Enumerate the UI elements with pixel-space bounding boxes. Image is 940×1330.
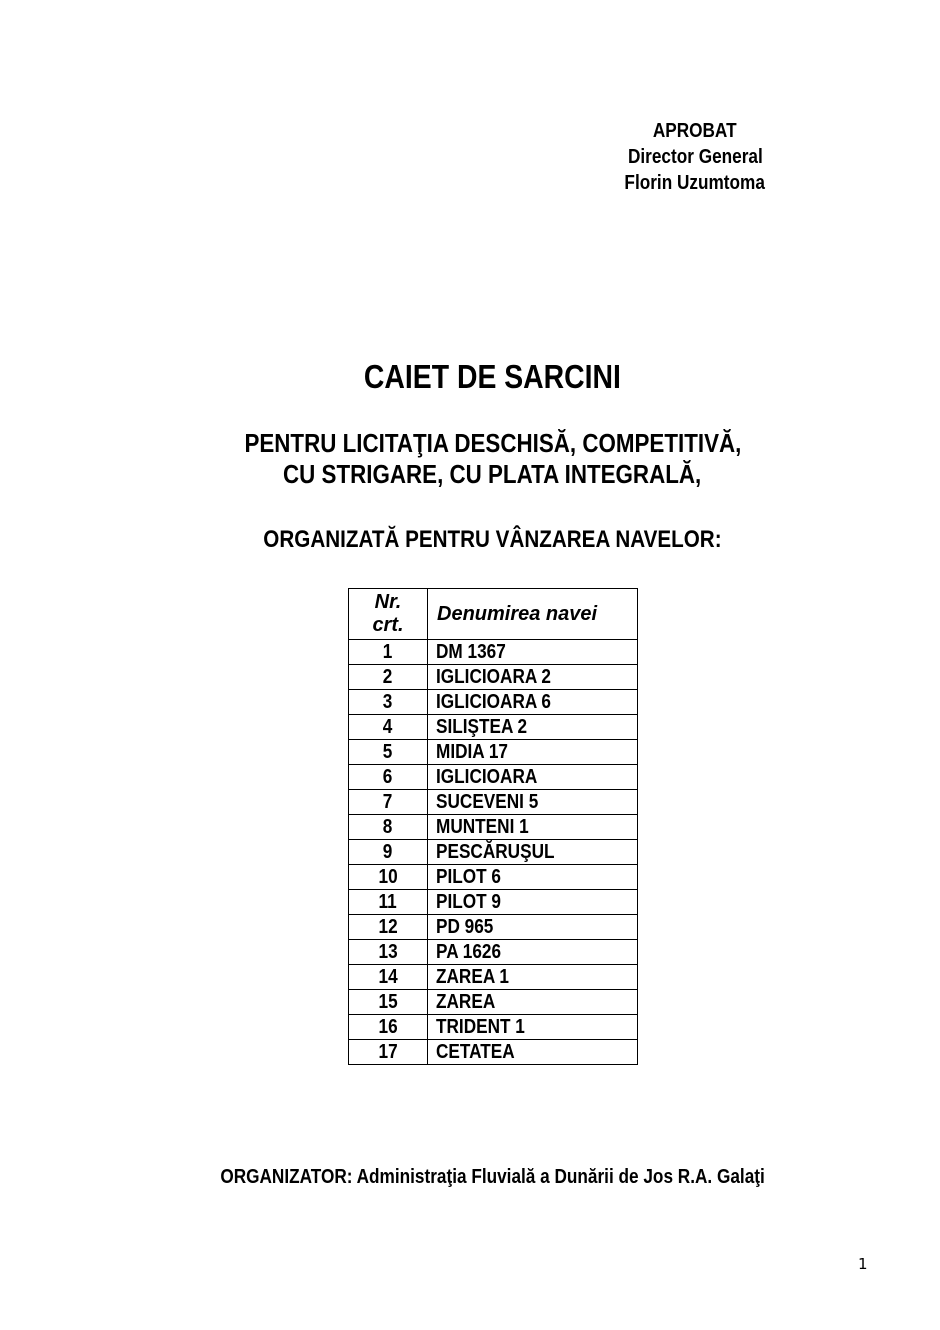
- row-number: 6: [349, 765, 428, 790]
- table-row: [349, 1015, 638, 1040]
- ship-name: PD 965: [428, 915, 638, 940]
- table-row: [349, 690, 638, 715]
- row-number: 13: [349, 940, 428, 965]
- ship-name: SILIŞTEA 2: [428, 715, 638, 740]
- ships-table: [348, 588, 638, 1065]
- document-subtitle: PENTRU LICITAŢIA DESCHISĂ, COMPETITIVĂ, CU STRIGARE, CU PLATA INTEGRALĂ,: [244, 428, 741, 489]
- approval-block: [590, 118, 800, 196]
- ship-name: ZAREA 1: [428, 965, 638, 990]
- ship-name: TRIDENT 1: [428, 1015, 638, 1040]
- document-title: CAIET DE SARCINI: [363, 358, 622, 395]
- table-header-row: [349, 589, 638, 640]
- ship-name: PILOT 6: [428, 865, 638, 890]
- header-ship-name: Denumirea navei: [428, 589, 638, 640]
- table-row: [349, 940, 638, 965]
- ship-name: IGLICIOARA: [428, 765, 638, 790]
- ship-name: ZAREA: [428, 990, 638, 1015]
- row-number: 3: [349, 690, 428, 715]
- row-number: 17: [349, 1040, 428, 1065]
- ship-name: PILOT 9: [428, 890, 638, 915]
- table-row: [349, 790, 638, 815]
- table-row: [349, 865, 638, 890]
- row-number: 14: [349, 965, 428, 990]
- row-number: 16: [349, 1015, 428, 1040]
- table-row: [349, 965, 638, 990]
- header-nr-crt: Nr. crt.: [349, 589, 428, 640]
- table-row: [349, 640, 638, 665]
- table-row: [349, 765, 638, 790]
- table-row: [349, 740, 638, 765]
- ship-name: IGLICIOARA 6: [428, 690, 638, 715]
- ship-name: MIDIA 17: [428, 740, 638, 765]
- row-number: 10: [349, 865, 428, 890]
- row-number: 4: [349, 715, 428, 740]
- row-number: 5: [349, 740, 428, 765]
- ship-name: CETATEA: [428, 1040, 638, 1065]
- row-number: 15: [349, 990, 428, 1015]
- row-number: 1: [349, 640, 428, 665]
- row-number: 8: [349, 815, 428, 840]
- row-number: 2: [349, 665, 428, 690]
- table-row: [349, 840, 638, 865]
- table-row: [349, 990, 638, 1015]
- approval-status: APROBAT: [653, 120, 737, 142]
- ship-name: MUNTENI 1: [428, 815, 638, 840]
- organizer-line: ORGANIZATOR: Administraţia Fluvială a Dunării de Jos R.A. Galaţi: [220, 1166, 765, 1188]
- ship-name: PA 1626: [428, 940, 638, 965]
- ship-name: PESCĂRUŞUL: [428, 840, 638, 865]
- ship-name: DM 1367: [428, 640, 638, 665]
- table-row: [349, 665, 638, 690]
- table-row: [349, 1040, 638, 1065]
- row-number: 12: [349, 915, 428, 940]
- organized-for-heading: ORGANIZATĂ PENTRU VÂNZAREA NAVELOR:: [263, 526, 722, 553]
- table-row: [349, 715, 638, 740]
- row-number: 7: [349, 790, 428, 815]
- ship-name: SUCEVENI 5: [428, 790, 638, 815]
- approval-role: Director General: [627, 146, 763, 168]
- table-row: [349, 815, 638, 840]
- ships-table-body: [349, 640, 638, 1065]
- row-number: 11: [349, 890, 428, 915]
- row-number: 9: [349, 840, 428, 865]
- table-row: [349, 915, 638, 940]
- approval-name: Florin Uzumtoma: [624, 172, 766, 194]
- table-row: [349, 890, 638, 915]
- ship-name: IGLICIOARA 2: [428, 665, 638, 690]
- page-number: 1: [858, 1255, 868, 1273]
